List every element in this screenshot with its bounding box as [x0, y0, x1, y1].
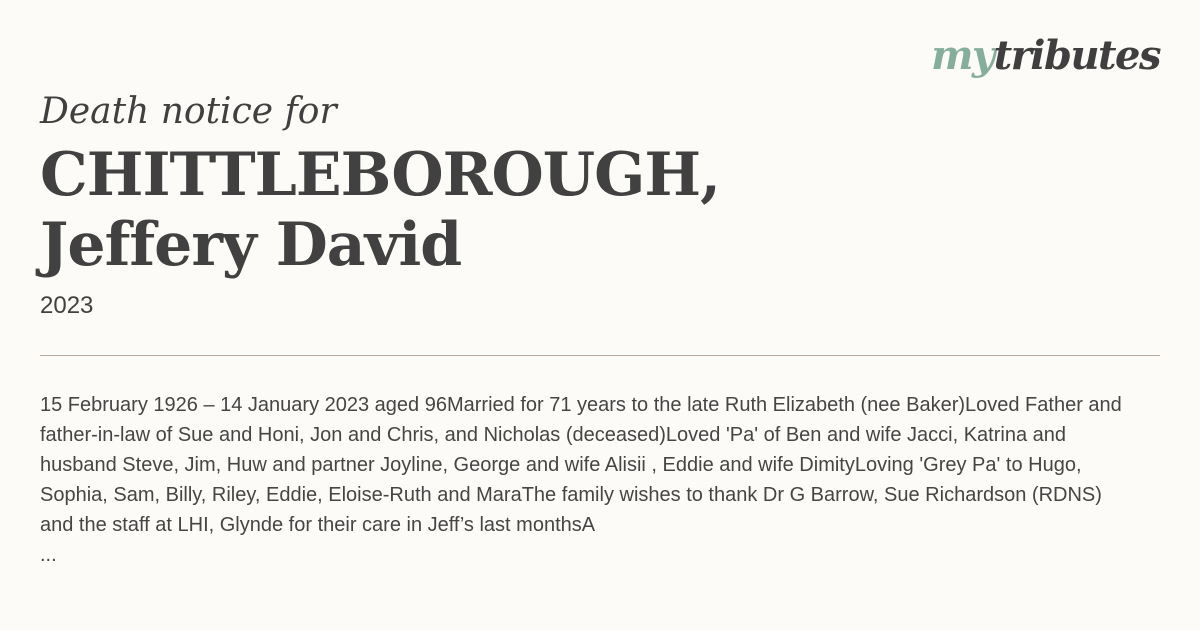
notice-pretitle: Death notice for: [40, 91, 337, 132]
logo-tributes: tributes: [993, 32, 1160, 79]
deceased-name: [40, 140, 1040, 280]
deceased-surname: CHITTLEBOROUGH,: [40, 140, 720, 210]
notice-ellipsis: ...: [40, 544, 57, 566]
divider: [40, 355, 1160, 356]
logo-my: my: [931, 32, 994, 79]
notice-text: 15 February 1926 – 14 January 2023 aged 96Married for 71 years to the late Ruth Elizabeth (nee Baker)Loved Father and father-in-law of Sue and Honi, Jon and Chris, and Nicholas (deceased)Loved 'Pa' of Ben and wife Jacci, Katrina and husband Steve, Jim, Huw and partner Joyline, George and wife Alisii , Eddie and wife DimityLoving 'Grey Pa' to Hugo, Sophia, Sam, Billy, Riley, Eddie, Eloise-Ruth and MaraThe family wishes to thank Dr G Barrow, Sue Richardson (RDNS) and the staff at LHI, Glynde for their care in Jeff’s last monthsA: [40, 394, 1122, 536]
mytributes-logo[interactable]: [931, 32, 1160, 79]
deceased-given-names: Jeffery David: [40, 210, 462, 280]
notice-year: 2023: [40, 292, 94, 319]
